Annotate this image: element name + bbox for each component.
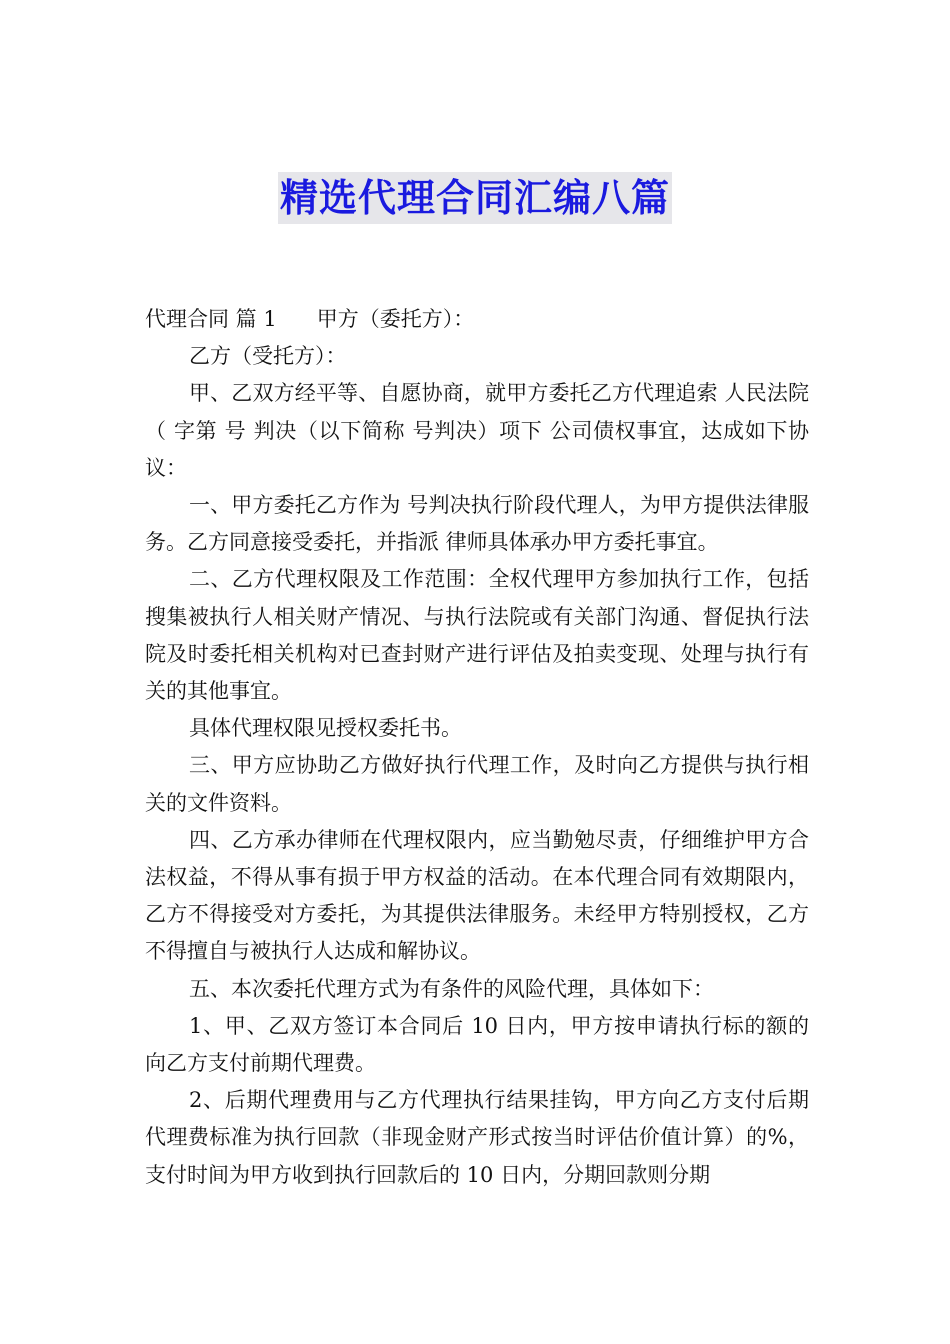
paragraph: 甲、乙双方经平等、自愿协商，就甲方委托乙方代理追索 人民法院（ 字第 号 判决（以下简称 号判决）项下 公司债权事宜，达成如下协议： (145, 381, 809, 480)
paragraph: 二、乙方代理权限及工作范围：全权代理甲方参加执行工作，包括搜集被执行人相关财产情况、与执行法院或有关部门沟通、督促执行法院及时委托相关机构对已查封财产进行评估及拍卖变现、处理与执行有关的其他事宜。 (145, 567, 809, 704)
paragraph: 1、甲、乙双方签订本合同后 10 日内，甲方按申请执行标的额的 向乙方支付前期代理费。 (145, 1013, 809, 1076)
paragraph: 四、乙方承办律师在代理权限内，应当勤勉尽责，仔细维护甲方合法权益，不得从事有损于甲方权益的活动。在本代理合同有效期限内，乙方不得接受对方委托，为其提供法律服务。未经甲方特别授权，乙方不得擅自与被执行人达成和解协议。 (145, 827, 809, 964)
paragraph: 具体代理权限见授权委托书。 (189, 716, 462, 741)
paragraph: 三、甲方应协助乙方做好执行代理工作，及时向乙方提供与执行相关的文件资料。 (145, 753, 809, 815)
party-a-label: 甲方（委托方）： (316, 307, 475, 331)
section-label: 代理合同 篇 1 (145, 307, 277, 331)
paragraph: 2、后期代理费用与乙方代理执行结果挂钩，甲方向乙方支付后期代理费标准为执行回款（非现金财产形式按当时评估价值计算）的%，支付时间为甲方收到执行回款后的 10 日内，分期回款则分期 (145, 1088, 809, 1187)
document-body (145, 301, 809, 1194)
title-container (0, 172, 950, 224)
paragraph: 乙方（受托方）： (189, 344, 347, 369)
header-line (145, 301, 809, 338)
paragraph: 五、本次委托代理方式为有条件的风险代理，具体如下： (189, 976, 714, 1001)
paragraph: 一、甲方委托乙方作为 号判决执行阶段代理人，为甲方提供法律服务。乙方同意接受委托，并指派 律师具体承办甲方委托事宜。 (145, 493, 809, 555)
document-title: 精选代理合同汇编八篇 (278, 172, 672, 224)
